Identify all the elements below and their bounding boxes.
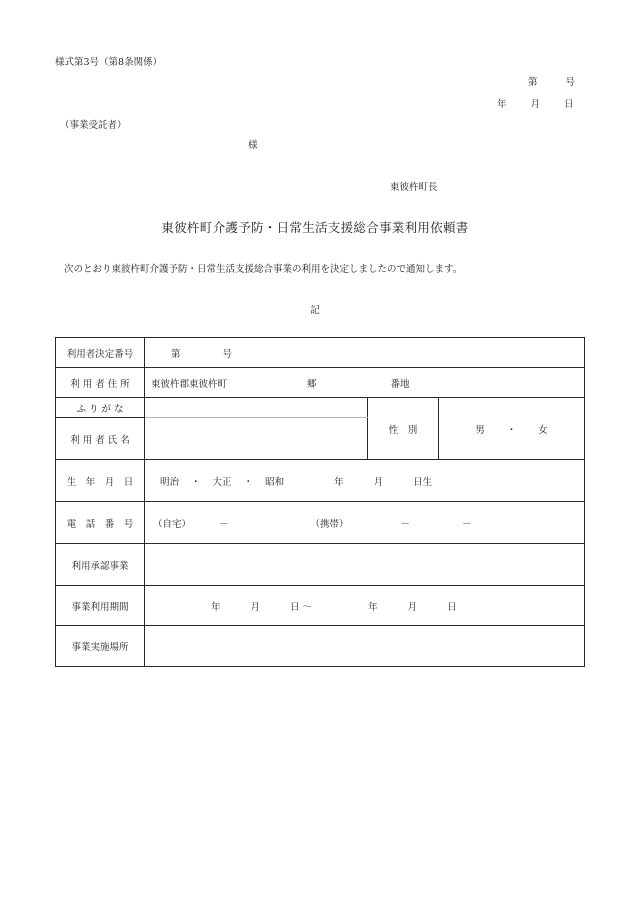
era-taisho[interactable]: 大正 [212, 476, 232, 488]
period-start-year: 年 [211, 601, 221, 613]
address-town: 東彼杵郡東彼杵町 [151, 378, 228, 390]
phone-home-dash: － [219, 518, 229, 530]
phone-mobile-label: （携帯） [310, 518, 349, 530]
address-label: 利 用 者 住 所 [56, 368, 145, 398]
decision-number-prefix: 第 [171, 348, 181, 360]
row-address [56, 368, 585, 398]
row-furigana [56, 398, 585, 418]
birth-month: 月 [373, 476, 384, 488]
era-separator-2: ・ [243, 476, 254, 488]
recipient-honorific: 様 [248, 140, 258, 151]
period-end-year: 年 [368, 601, 378, 613]
gender-field[interactable] [439, 398, 585, 460]
date-month: 月 [530, 99, 541, 110]
row-period [56, 586, 585, 626]
document-number-line [528, 74, 575, 88]
period-end-month: 月 [407, 601, 418, 613]
name-field[interactable] [145, 418, 368, 460]
ki-marker: 記 [310, 305, 320, 316]
phone-home-label: （自宅） [153, 518, 192, 530]
decision-number-label: 利用者決定番号 [56, 338, 145, 368]
address-go: 郷 [307, 378, 317, 390]
era-showa[interactable]: 昭和 [265, 476, 285, 488]
form-code: 様式第3号（第8条関係） [55, 57, 163, 68]
row-location [56, 626, 585, 667]
decision-number-field[interactable] [145, 338, 585, 368]
birthdate-field[interactable] [145, 460, 585, 502]
document-title: 東彼杵町介護予防・日常生活支援総合事業利用依頼書 [161, 220, 469, 235]
phone-mobile-dash-2: － [462, 518, 472, 530]
phone-mobile-dash-1: － [400, 518, 411, 530]
era-meiji[interactable]: 明治 [160, 476, 180, 488]
approved-service-label: 利用承認事業 [56, 544, 145, 586]
period-start-month: 月 [250, 601, 261, 613]
furigana-field[interactable] [145, 398, 368, 418]
era-separator-1: ・ [191, 476, 201, 488]
approved-service-field[interactable] [145, 544, 585, 586]
recipient-label: （事業受託者） [60, 120, 127, 131]
period-label: 事業利用期間 [56, 586, 145, 626]
gender-label: 性 別 [368, 398, 439, 460]
phone-label: 電 話 番 号 [56, 502, 145, 544]
row-decision-number [56, 338, 585, 368]
location-label: 事業実施場所 [56, 626, 145, 667]
issuer: 東彼杵町長 [390, 182, 438, 193]
phone-field[interactable] [145, 502, 585, 544]
birthdate-label: 生 年 月 日 [56, 460, 145, 502]
intro-text: 次のとおり東彼杵町介護予防・日常生活支援総合事業の利用を決定しましたので通知します。 [64, 264, 463, 275]
date-year: 年 [497, 99, 507, 110]
name-label: 利 用 者 氏 名 [56, 418, 145, 460]
gender-female[interactable]: 女 [538, 424, 548, 436]
period-end-day: 日 [447, 601, 457, 613]
address-field[interactable] [145, 368, 585, 398]
period-field[interactable] [145, 586, 585, 626]
period-start-day: 日 〜 [290, 601, 313, 613]
address-banchi: 番地 [390, 378, 410, 390]
number-suffix: 号 [565, 77, 576, 88]
birth-day: 日生 [413, 476, 433, 488]
number-prefix: 第 [528, 77, 538, 88]
form-table [55, 337, 585, 667]
gender-separator: ・ [506, 424, 517, 436]
gender-male[interactable]: 男 [475, 424, 485, 436]
row-birthdate [56, 460, 585, 502]
furigana-label: ふ り が な [56, 398, 145, 418]
row-approved-service [56, 544, 585, 586]
birth-year: 年 [334, 476, 344, 488]
location-field[interactable] [145, 626, 585, 667]
date-day: 日 [564, 99, 574, 110]
decision-number-suffix: 号 [222, 348, 233, 360]
document-date-line [497, 96, 574, 110]
row-phone [56, 502, 585, 544]
